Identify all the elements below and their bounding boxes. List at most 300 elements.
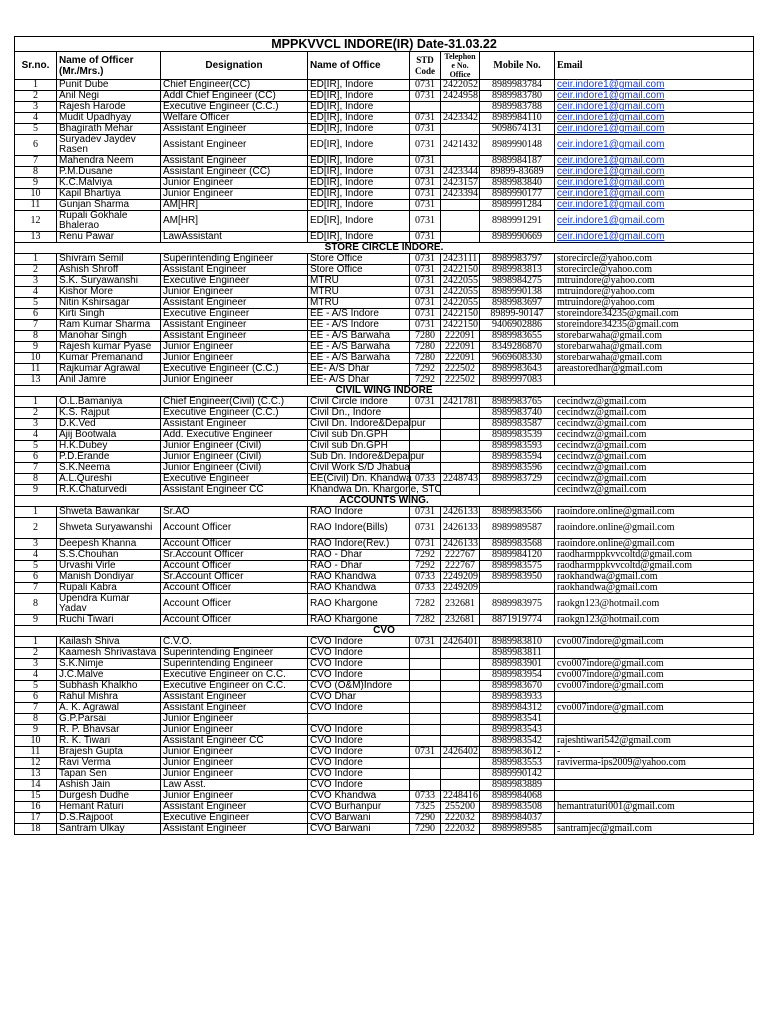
cell-std-code: 0731 — [410, 309, 441, 320]
cell-telephone: 2422055 — [441, 276, 480, 287]
cell-designation: Chief Engineer(Civil) (C.C.) — [161, 397, 308, 408]
cell-officer-name: Ruchi Tiwari — [57, 615, 161, 626]
cell-email: raokhandwa@gmail.com — [555, 583, 754, 594]
cell-designation: LawAssistant — [161, 232, 308, 243]
email-link[interactable]: ceir.indore1@gmail.com — [557, 177, 665, 188]
cell-officer-name: K.C.Malviya — [57, 178, 161, 189]
cell-telephone: 222032 — [441, 824, 480, 835]
cell-email — [555, 200, 754, 211]
cell-officer-name: Rajesh Harode — [57, 102, 161, 113]
table-row — [15, 331, 754, 342]
cell-email — [555, 167, 754, 178]
cell-email — [555, 232, 754, 243]
cell-std-code — [410, 463, 441, 474]
cell-officer-name: Rupali Kabra — [57, 583, 161, 594]
email-link[interactable]: ceir.indore1@gmail.com — [557, 101, 665, 112]
table-row — [15, 353, 754, 364]
table-row — [15, 135, 754, 156]
cell-srno: 2 — [15, 265, 57, 276]
cell-designation: Junior Engineer — [161, 189, 308, 200]
cell-srno: 17 — [15, 813, 57, 824]
header-office: Name of Office — [308, 52, 410, 80]
cell-srno: 4 — [15, 113, 57, 124]
header-name: Name of Officer (Mr./Mrs.) — [57, 52, 161, 80]
cell-email — [555, 178, 754, 189]
cell-email: cecindwz@gmail.com — [555, 452, 754, 463]
cell-std-code: 0731 — [410, 507, 441, 518]
cell-designation: Executive Engineer (C.C.) — [161, 364, 308, 375]
table-row — [15, 615, 754, 626]
cell-std-code: 0731 — [410, 124, 441, 135]
cell-mobile: 8989983950 — [480, 572, 555, 583]
cell-email: cecindwz@gmail.com — [555, 441, 754, 452]
cell-office: RAO Indore(Bills) — [308, 518, 410, 539]
cell-telephone — [441, 211, 480, 232]
cell-srno: 5 — [15, 124, 57, 135]
cell-designation: Junior Engineer — [161, 178, 308, 189]
cell-designation: Addl Chief Engineer (CC) — [161, 91, 308, 102]
cell-std-code: 0733 — [410, 583, 441, 594]
cell-email: storecircle@yahoo.com — [555, 265, 754, 276]
cell-office: EE- A/S Dhar — [308, 375, 410, 386]
cell-mobile: 8989983575 — [480, 561, 555, 572]
cell-office: Civil Dn. Indore&Depalpur — [308, 419, 410, 430]
cell-email: cecindwz@gmail.com — [555, 419, 754, 430]
table-row — [15, 375, 754, 386]
cell-email: mtruindore@yahoo.com — [555, 276, 754, 287]
cell-designation: Junior Engineer — [161, 758, 308, 769]
cell-email — [555, 692, 754, 703]
cell-officer-name: Gunjan Sharma — [57, 200, 161, 211]
cell-designation: Assistant Engineer (CC) — [161, 167, 308, 178]
cell-office: CVO Indore — [308, 747, 410, 758]
cell-srno: 8 — [15, 167, 57, 178]
cell-office: ED[IR], Indore — [308, 113, 410, 124]
cell-officer-name: Rupali Gokhale Bhalerao — [57, 211, 161, 232]
cell-srno: 4 — [15, 550, 57, 561]
cell-telephone — [441, 648, 480, 659]
cell-std-code — [410, 441, 441, 452]
cell-telephone: 2423342 — [441, 113, 480, 124]
cell-std-code: 0733 — [410, 474, 441, 485]
section-header-row — [15, 626, 754, 637]
email-link[interactable]: ceir.indore1@gmail.com — [557, 231, 665, 242]
cell-telephone: 2421432 — [441, 135, 480, 156]
cell-office: CVO Khandwa — [308, 791, 410, 802]
table-row — [15, 452, 754, 463]
cell-email: - — [555, 747, 754, 758]
cell-officer-name: D.S.Rajpoot — [57, 813, 161, 824]
cell-srno: 3 — [15, 659, 57, 670]
cell-email: hemantraturi001@gmail.com — [555, 802, 754, 813]
cell-officer-name: H.K.Dubey — [57, 441, 161, 452]
cell-srno: 6 — [15, 692, 57, 703]
table-body — [15, 80, 754, 835]
cell-designation: Chief Engineer(CC) — [161, 80, 308, 91]
cell-mobile: 9098674131 — [480, 124, 555, 135]
table-row — [15, 167, 754, 178]
section-title: CVO — [15, 626, 754, 637]
table-row — [15, 813, 754, 824]
cell-srno: 11 — [15, 364, 57, 375]
cell-telephone: 2426133 — [441, 507, 480, 518]
cell-srno: 2 — [15, 408, 57, 419]
cell-telephone — [441, 200, 480, 211]
table-row — [15, 441, 754, 452]
cell-telephone — [441, 452, 480, 463]
cell-std-code: 0731 — [410, 167, 441, 178]
table-row — [15, 474, 754, 485]
cell-officer-name: Mahendra Neem — [57, 156, 161, 167]
cell-designation: Sr.Account Officer — [161, 550, 308, 561]
cell-email: raokgn123@hotmail.com — [555, 615, 754, 626]
cell-designation: Law Asst. — [161, 780, 308, 791]
cell-office: MTRU — [308, 287, 410, 298]
cell-office: EE - A/S Indore — [308, 320, 410, 331]
cell-mobile: 8989983784 — [480, 80, 555, 91]
cell-email: cvo007indore@gmail.com — [555, 681, 754, 692]
cell-officer-name: Manohar Singh — [57, 331, 161, 342]
email-link[interactable]: ceir.indore1@gmail.com — [557, 155, 665, 166]
table-row — [15, 156, 754, 167]
cell-telephone: 2422055 — [441, 298, 480, 309]
cell-email — [555, 80, 754, 91]
cell-std-code — [410, 102, 441, 113]
cell-office: EE- A/S Dhar — [308, 364, 410, 375]
cell-office: CVO Indore — [308, 758, 410, 769]
header-srno: Sr.no. — [15, 52, 57, 80]
cell-officer-name: Deepesh Khanna — [57, 539, 161, 550]
table-row — [15, 594, 754, 615]
cell-designation: Sr.Account Officer — [161, 572, 308, 583]
cell-office: ED[IR], Indore — [308, 232, 410, 243]
cell-std-code: 0731 — [410, 747, 441, 758]
cell-mobile: 8989983975 — [480, 594, 555, 615]
cell-office: RAO - Dhar — [308, 561, 410, 572]
table-row — [15, 736, 754, 747]
email-link[interactable]: ceir.indore1@gmail.com — [557, 199, 665, 210]
cell-srno: 10 — [15, 736, 57, 747]
cell-email: cvo007indore@gmail.com — [555, 670, 754, 681]
cell-designation: Executive Engineer — [161, 813, 308, 824]
cell-officer-name: Ravi Verma — [57, 758, 161, 769]
cell-srno: 8 — [15, 714, 57, 725]
cell-office: RAO Khandwa — [308, 572, 410, 583]
cell-mobile: 8989983954 — [480, 670, 555, 681]
cell-mobile: 8989983593 — [480, 441, 555, 452]
cell-std-code: 0731 — [410, 113, 441, 124]
cell-designation: Assistant Engineer CC — [161, 485, 308, 496]
cell-std-code: 0731 — [410, 211, 441, 232]
table-row — [15, 298, 754, 309]
cell-telephone — [441, 232, 480, 243]
cell-office: RAO Khargone — [308, 594, 410, 615]
cell-designation: Junior Engineer — [161, 375, 308, 386]
cell-designation: Assistant Engineer — [161, 692, 308, 703]
title-row — [15, 37, 754, 52]
cell-mobile: 8989983612 — [480, 747, 555, 758]
cell-email: cvo007indore@gmail.com — [555, 637, 754, 648]
cell-officer-name: Shivram Semil — [57, 254, 161, 265]
email-link[interactable]: ceir.indore1@gmail.com — [557, 90, 665, 101]
table-row — [15, 309, 754, 320]
cell-email: cecindwz@gmail.com — [555, 430, 754, 441]
cell-officer-name: Hemant Raturi — [57, 802, 161, 813]
cell-mobile: 8989997083 — [480, 375, 555, 386]
cell-office: Civil Circle indore — [308, 397, 410, 408]
table-row — [15, 758, 754, 769]
cell-std-code: 0731 — [410, 637, 441, 648]
table-row — [15, 824, 754, 835]
cell-mobile: 89899-83689 — [480, 167, 555, 178]
cell-designation: Executive Engineer on C.C. — [161, 681, 308, 692]
email-link[interactable]: ceir.indore1@gmail.com — [557, 139, 665, 150]
cell-mobile: 9406902886 — [480, 320, 555, 331]
cell-telephone: 2423111 — [441, 254, 480, 265]
cell-std-code: 7282 — [410, 594, 441, 615]
cell-designation: Assistant Engineer — [161, 824, 308, 835]
cell-telephone: 255200 — [441, 802, 480, 813]
cell-mobile: 8989983508 — [480, 802, 555, 813]
cell-telephone: 2422150 — [441, 320, 480, 331]
cell-email: storeindore34235@gmail.com — [555, 320, 754, 331]
cell-srno: 10 — [15, 353, 57, 364]
cell-officer-name: A.L.Qureshi — [57, 474, 161, 485]
cell-mobile: 8989984187 — [480, 156, 555, 167]
cell-officer-name: Ashish Shroff — [57, 265, 161, 276]
cell-mobile: 8989983670 — [480, 681, 555, 692]
cell-std-code: 7292 — [410, 561, 441, 572]
cell-mobile: 8989983813 — [480, 265, 555, 276]
cell-email: rajeshtiwari542@gmail.com — [555, 736, 754, 747]
cell-office: Civil Work S/D Jhabua — [308, 463, 410, 474]
cell-designation: Assistant Engineer — [161, 156, 308, 167]
cell-email: raoindore.online@gmail.com — [555, 507, 754, 518]
cell-designation: Assistant Engineer — [161, 320, 308, 331]
cell-officer-name: Kirti Singh — [57, 309, 161, 320]
table-row — [15, 320, 754, 331]
cell-email: raoindore.online@gmail.com — [555, 518, 754, 539]
cell-std-code — [410, 736, 441, 747]
cell-std-code: 7290 — [410, 824, 441, 835]
email-link[interactable]: ceir.indore1@gmail.com — [557, 166, 665, 177]
table-row — [15, 232, 754, 243]
cell-designation: Superintending Engineer — [161, 254, 308, 265]
cell-officer-name: Kailash Shiva — [57, 637, 161, 648]
cell-officer-name: Rajesh kumar Pyase — [57, 342, 161, 353]
cell-mobile: 8989990669 — [480, 232, 555, 243]
cell-std-code: 0731 — [410, 518, 441, 539]
cell-telephone: 232681 — [441, 615, 480, 626]
cell-std-code — [410, 408, 441, 419]
cell-email — [555, 113, 754, 124]
cell-telephone: 222502 — [441, 375, 480, 386]
cell-officer-name: Kapil Bhartiya — [57, 189, 161, 200]
cell-office: EE - A/S Barwaha — [308, 342, 410, 353]
cell-srno: 6 — [15, 309, 57, 320]
cell-mobile — [480, 583, 555, 594]
cell-office: ED[IR], Indore — [308, 178, 410, 189]
cell-std-code: 0731 — [410, 200, 441, 211]
cell-mobile: 8989983539 — [480, 430, 555, 441]
cell-office: Civil sub Dn.GPH — [308, 430, 410, 441]
cell-designation: Assistant Engineer — [161, 802, 308, 813]
table-row — [15, 397, 754, 408]
cell-officer-name: Ram Kumar Sharma — [57, 320, 161, 331]
cell-officer-name: Punit Dube — [57, 80, 161, 91]
table-row — [15, 802, 754, 813]
cell-officer-name: J.C.Malve — [57, 670, 161, 681]
cell-officer-name: Ashish Jain — [57, 780, 161, 791]
cell-designation: Executive Engineer on C.C. — [161, 670, 308, 681]
cell-designation: Assistant Engineer — [161, 265, 308, 276]
cell-email: cecindwz@gmail.com — [555, 463, 754, 474]
cell-designation: AM[HR] — [161, 211, 308, 232]
cell-srno: 2 — [15, 648, 57, 659]
cell-telephone: 222032 — [441, 813, 480, 824]
cell-office: Civil sub Dn.GPH — [308, 441, 410, 452]
cell-officer-name: Shweta Bawankar — [57, 507, 161, 518]
cell-srno: 6 — [15, 135, 57, 156]
cell-telephone: 222091 — [441, 331, 480, 342]
cell-telephone: 222767 — [441, 561, 480, 572]
table-row — [15, 769, 754, 780]
section-header-row — [15, 243, 754, 254]
cell-std-code — [410, 648, 441, 659]
cell-srno: 9 — [15, 178, 57, 189]
cell-designation: Sr.AO — [161, 507, 308, 518]
email-link[interactable]: ceir.indore1@gmail.com — [557, 123, 665, 134]
cell-officer-name: Brajesh Gupta — [57, 747, 161, 758]
cell-office: ED[IR], Indore — [308, 124, 410, 135]
table-row — [15, 463, 754, 474]
header-mobile: Mobile No. — [480, 52, 555, 80]
cell-officer-name: Rahul Mishra — [57, 692, 161, 703]
cell-designation: Executive Engineer — [161, 309, 308, 320]
cell-office: EE - A/S Indore — [308, 309, 410, 320]
cell-telephone — [441, 714, 480, 725]
email-link[interactable]: ceir.indore1@gmail.com — [557, 215, 665, 226]
cell-office: CVO Indore — [308, 648, 410, 659]
cell-officer-name: S.K.Neema — [57, 463, 161, 474]
section-header-row — [15, 386, 754, 397]
cell-std-code: 0731 — [410, 135, 441, 156]
cell-officer-name: K.S. Rajput — [57, 408, 161, 419]
cell-mobile: 8989983587 — [480, 419, 555, 430]
cell-designation: Assistant Engineer — [161, 298, 308, 309]
cell-std-code: 0731 — [410, 276, 441, 287]
cell-office: CVO Barwani — [308, 813, 410, 824]
cell-email: mtruindore@yahoo.com — [555, 298, 754, 309]
cell-srno: 7 — [15, 703, 57, 714]
cell-srno: 10 — [15, 189, 57, 200]
cell-std-code: 0731 — [410, 178, 441, 189]
cell-mobile: 9898984275 — [480, 276, 555, 287]
cell-telephone — [441, 156, 480, 167]
cell-office: CVO (O&M)Indore — [308, 681, 410, 692]
email-link[interactable]: ceir.indore1@gmail.com — [557, 112, 665, 123]
cell-officer-name: P.D.Erande — [57, 452, 161, 463]
section-title: ACCOUNTS WING. — [15, 496, 754, 507]
table-row — [15, 780, 754, 791]
cell-mobile: 8989984120 — [480, 550, 555, 561]
cell-std-code: 7292 — [410, 375, 441, 386]
cell-email — [555, 135, 754, 156]
cell-email: storebarwaha@gmail.com — [555, 342, 754, 353]
table-row — [15, 265, 754, 276]
cell-srno: 9 — [15, 342, 57, 353]
cell-email — [555, 156, 754, 167]
table-row — [15, 80, 754, 91]
table-row — [15, 539, 754, 550]
cell-mobile: 89899-90147 — [480, 309, 555, 320]
cell-telephone — [441, 769, 480, 780]
cell-email — [555, 91, 754, 102]
cell-office: CVO Indore — [308, 670, 410, 681]
cell-mobile: 8989983697 — [480, 298, 555, 309]
cell-telephone: 2248416 — [441, 791, 480, 802]
cell-designation: Junior Engineer (Civil) — [161, 452, 308, 463]
cell-designation: Account Officer — [161, 594, 308, 615]
cell-telephone: 2423157 — [441, 178, 480, 189]
cell-telephone — [441, 758, 480, 769]
cell-telephone: 2423394 — [441, 189, 480, 200]
cell-email: raviverma-ips2009@yahoo.com — [555, 758, 754, 769]
cell-telephone: 222502 — [441, 364, 480, 375]
table-row — [15, 91, 754, 102]
cell-mobile: 8989983594 — [480, 452, 555, 463]
table-row — [15, 430, 754, 441]
cell-designation: Junior Engineer — [161, 342, 308, 353]
cell-officer-name: Urvashi Virle — [57, 561, 161, 572]
cell-telephone: 2422055 — [441, 287, 480, 298]
cell-email — [555, 102, 754, 113]
cell-std-code: 0731 — [410, 287, 441, 298]
cell-designation: Welfare Officer — [161, 113, 308, 124]
cell-telephone: 2248743 — [441, 474, 480, 485]
cell-std-code — [410, 758, 441, 769]
cell-office: ED[IR], Indore — [308, 91, 410, 102]
cell-std-code — [410, 681, 441, 692]
cell-email — [555, 211, 754, 232]
cell-telephone: 222091 — [441, 353, 480, 364]
cell-telephone: 2426133 — [441, 539, 480, 550]
cell-srno: 11 — [15, 747, 57, 758]
email-link[interactable]: ceir.indore1@gmail.com — [557, 79, 665, 90]
cell-std-code: 0733 — [410, 572, 441, 583]
cell-mobile: 8989983765 — [480, 397, 555, 408]
cell-officer-name: Shweta Suryawanshi — [57, 518, 161, 539]
cell-srno: 4 — [15, 430, 57, 441]
cell-std-code: 7282 — [410, 615, 441, 626]
cell-designation: Junior Engineer (Civil) — [161, 463, 308, 474]
cell-office: RAO Khandwa — [308, 583, 410, 594]
table-row — [15, 725, 754, 736]
cell-mobile: 8989983933 — [480, 692, 555, 703]
table-row — [15, 703, 754, 714]
cell-officer-name: R.K.Chaturvedi — [57, 485, 161, 496]
cell-officer-name: R. K. Tiwari — [57, 736, 161, 747]
cell-office: Khandwa Dn. Khargone, STC — [308, 485, 410, 496]
cell-office: MTRU — [308, 276, 410, 287]
cell-telephone — [441, 102, 480, 113]
header-designation: Designation — [161, 52, 308, 80]
cell-designation: Junior Engineer — [161, 725, 308, 736]
cell-srno: 13 — [15, 232, 57, 243]
cell-email — [555, 375, 754, 386]
cell-office: Sub Dn. Indore&Depalpur — [308, 452, 410, 463]
email-link[interactable]: ceir.indore1@gmail.com — [557, 188, 665, 199]
